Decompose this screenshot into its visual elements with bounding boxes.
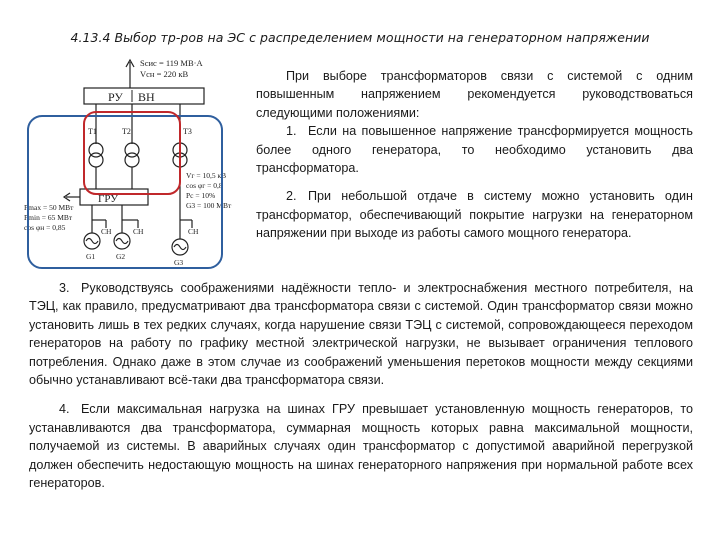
gen-pc-label: Pс = 10% (186, 191, 216, 200)
pmax-label: Pmax = 50 МВт (24, 203, 74, 212)
load-arrow (64, 193, 80, 201)
list-item-3 (29, 279, 693, 389)
list-item-3-number: 3. (59, 281, 70, 295)
power-plant-diagram (22, 54, 254, 278)
g2-label: G2 (116, 252, 126, 261)
g1-label: G1 (86, 252, 96, 261)
t1-label: Т1 (88, 127, 97, 136)
bus-ru-label: РУ (108, 90, 123, 104)
list-item-1-text: Если на повышенное напряжение трансформируется мощность более одного генератора, то необходимо установить два трансформатора. (256, 124, 693, 176)
list-item-4 (29, 400, 693, 492)
generator-g2 (114, 233, 130, 249)
sn2-label: СН (133, 227, 144, 236)
pmin-label: Pmin = 65 МВт (24, 213, 73, 222)
list-item-4-text: Если максимальная нагрузка на шинах ГРУ превышает установленную мощность генераторов, то устанавливаются два трансформатора, суммарная мощность которых равна максимальной мощности, получаемой из системы. В аварийных случаях один трансформатор с допустимой аварийной перегрузкой должен обеспечить недостающую мощность на шинах генераторного напряжения при нормальной работе всех генераторов. (29, 402, 693, 491)
g3-label: G3 (174, 258, 184, 267)
transformer-t1 (89, 143, 103, 167)
generator-g3 (172, 239, 188, 255)
list-item-3-text: Руководствуясь соображениями надёжности тепло- и электроснабжения местного потребителя, на ТЭЦ, как правило, предусматривают два трансформатора связи с системой. Один трансформатор связи можно установить лишь в тех редких случаях, когда нарушение связи ТЭЦ с системой, сопровождающееся переходом генераторов на работу по графику местной электрической нагрузки, не вызывает ограничения теплового потребления. Однако даже в этом случае из соображений уменьшения перетоков мощности между секциями обычно устанавливают всё-таки два трансформатора связи. (29, 281, 693, 388)
system-power-label: Sсис = 119 МВ·А (140, 58, 203, 68)
list-item-1-number: 1. (286, 124, 297, 139)
list-item-2-text: При небольшой отдаче в систему можно установить один трансформатор, обеспечивающий покрытие нагрузки на генераторном напряжении при выходе из работы самого мощного генератора. (256, 189, 693, 241)
right-text-block (256, 67, 693, 243)
sn3-label: СН (188, 227, 199, 236)
generator-g1 (84, 233, 100, 249)
sn1-label: СН (101, 227, 112, 236)
bottom-text-block (29, 279, 693, 492)
transformer-t2 (125, 143, 139, 167)
gen-cos-label: cos φг = 0,8 (186, 181, 223, 190)
system-arrow (126, 60, 134, 88)
gen-voltage-label: Vг = 10,5 кВ (186, 171, 227, 180)
intro-paragraph: При выборе трансформаторов связи с системой с одним повышенным напряжением рекомендуется руководствоваться следующими положениями: (256, 69, 693, 120)
list-item-1 (256, 122, 693, 177)
list-item-2-number: 2. (286, 189, 297, 204)
cos-load-label: cos φн = 0,85 (24, 223, 66, 232)
t3-label: Т3 (183, 127, 192, 136)
list-item-4-number: 4. (59, 402, 70, 417)
page-title: 4.13.4 Выбор тр-ров на ЭС с распределением мощности на генераторном напряжении (70, 30, 650, 45)
list-item-2 (256, 187, 693, 242)
t2-label: Т2 (122, 127, 131, 136)
system-voltage-label: Vсн = 220 кВ (140, 69, 189, 79)
gen-g3-label: G3 = 100 МВт (186, 201, 232, 210)
bus-vn-label: ВН (138, 90, 155, 104)
gru-label: ГРУ (98, 193, 118, 205)
